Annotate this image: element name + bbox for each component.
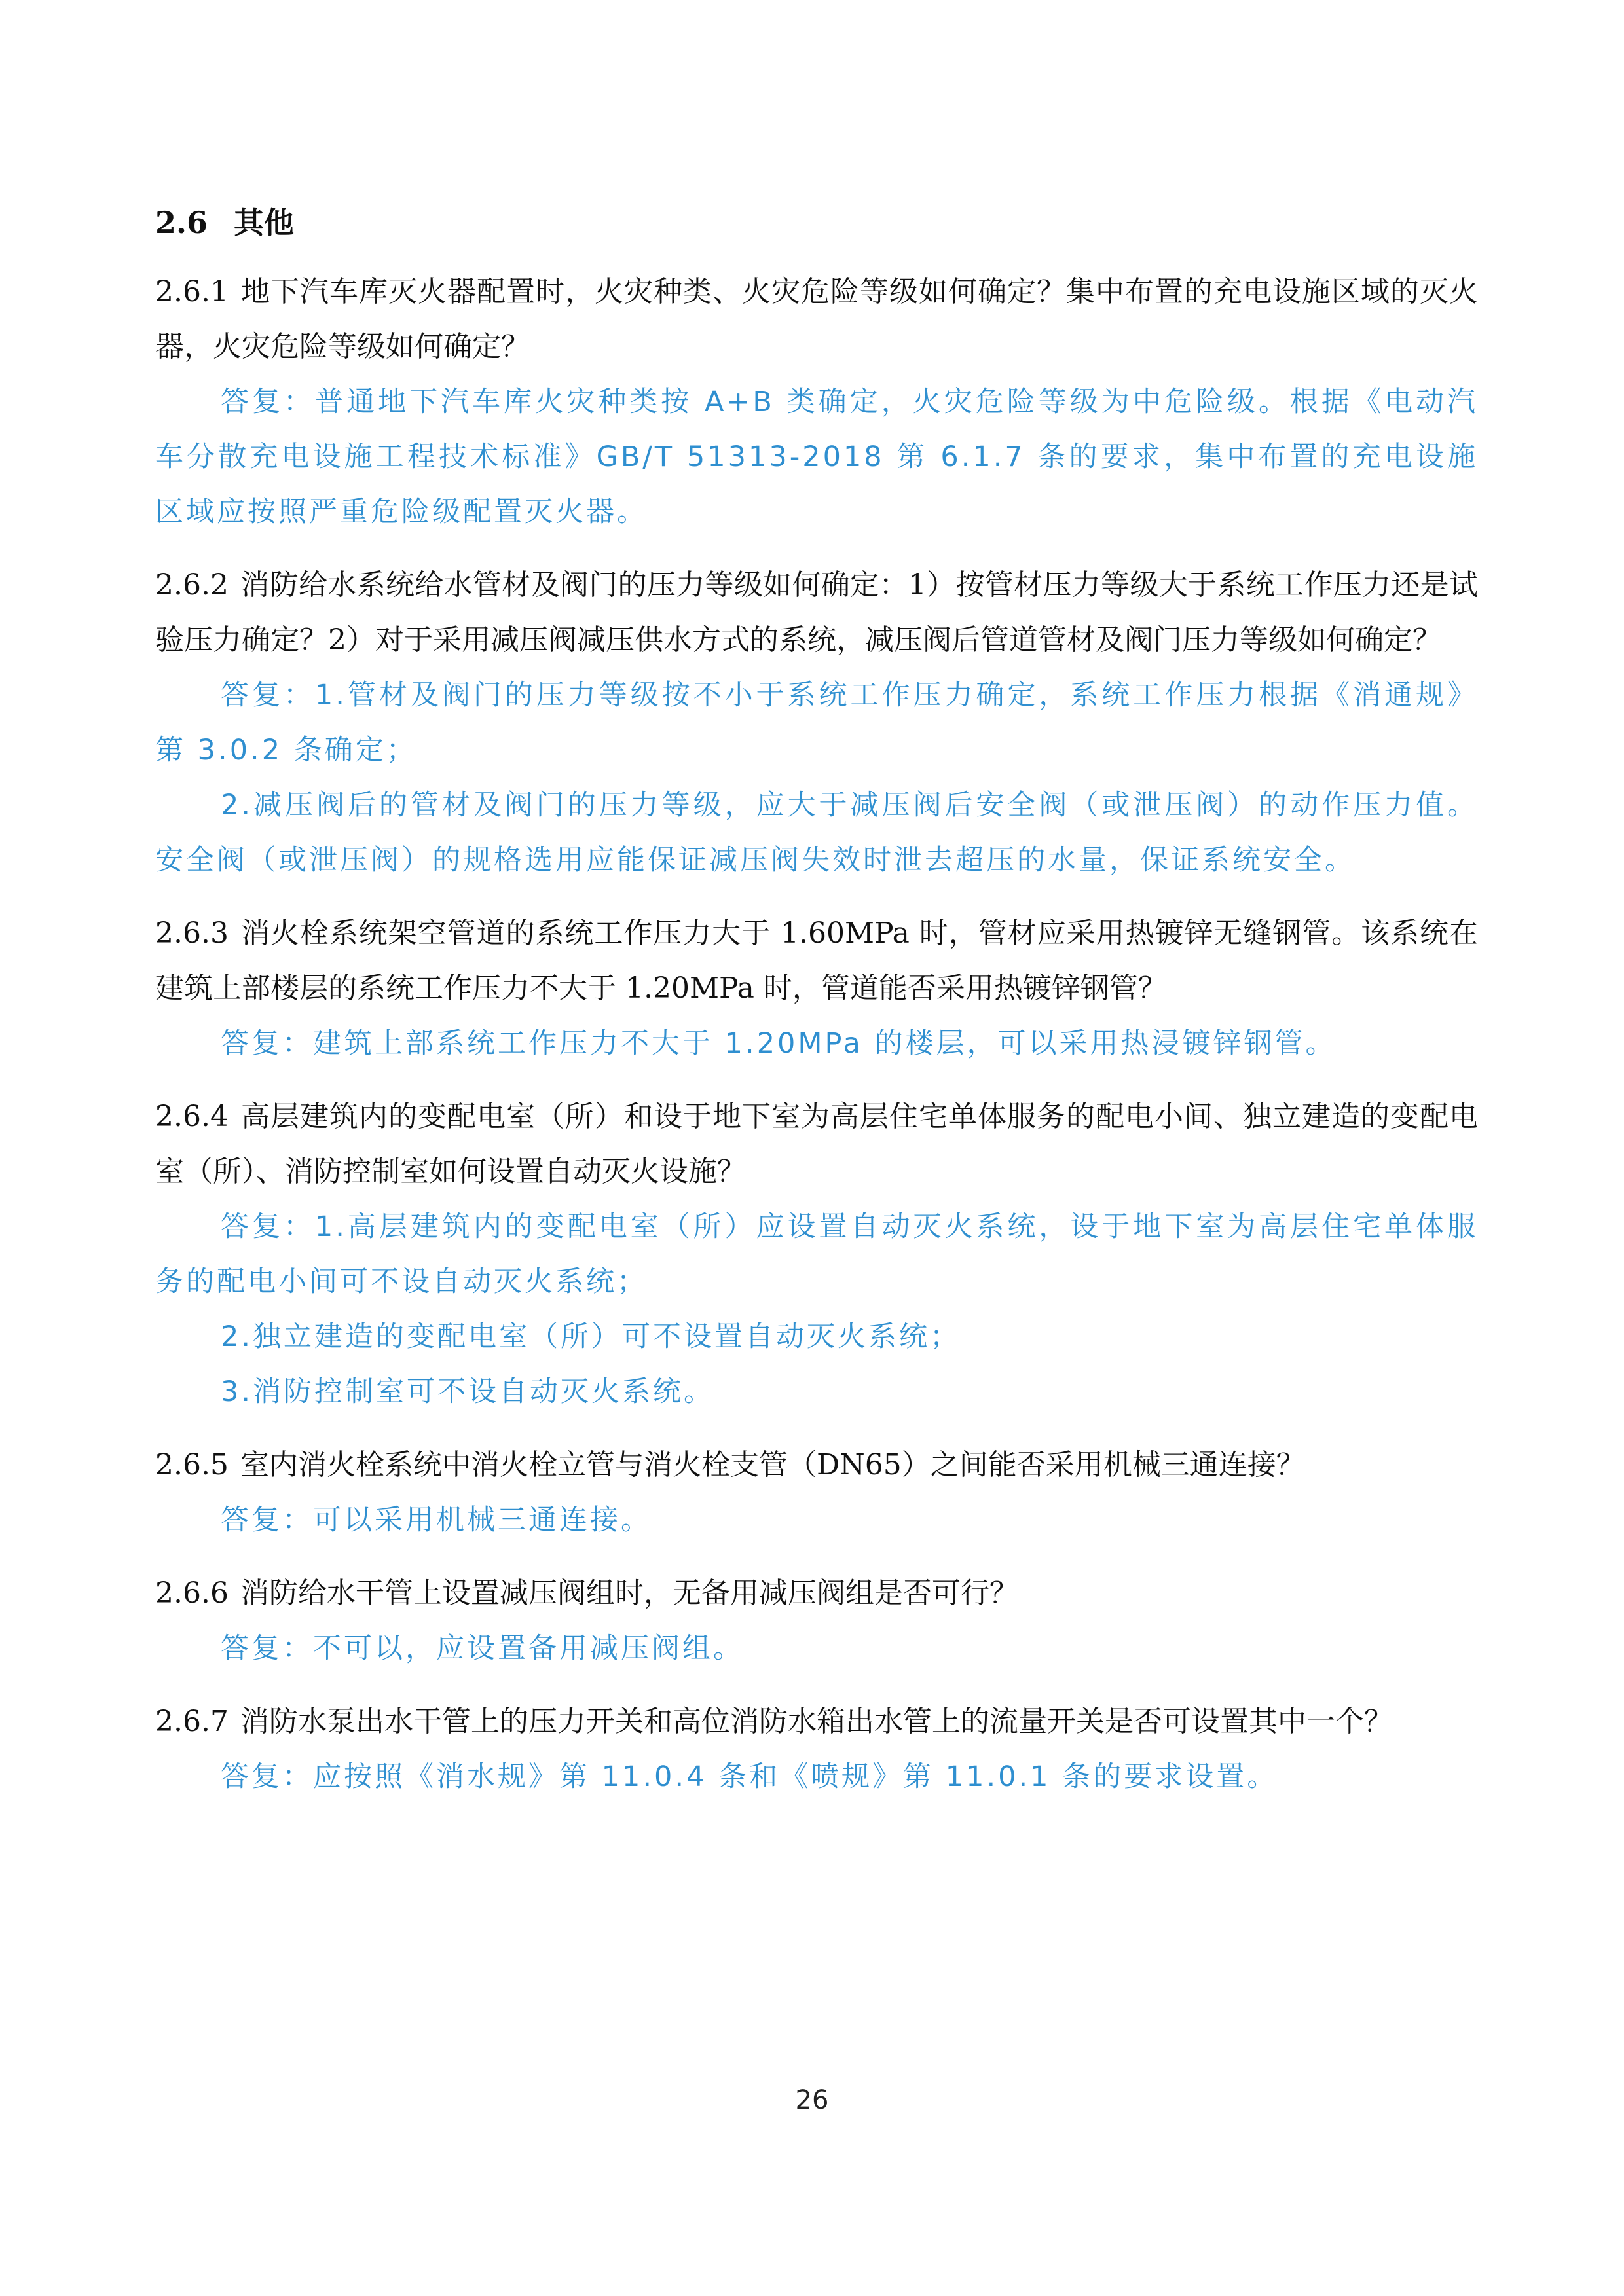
question-text: 消防给水系统给水管材及阀门的压力等级如何确定：1）按管材压力等级大于系统工作压力还是试验压力确定？2）对于采用减压阀减压供水方式的系统，减压阀后管道管材及阀门压力等级如何确定？ [155,568,1478,657]
question [155,906,1478,1016]
page-content [155,196,1478,1823]
question-text: 消防水泵出水干管上的压力开关和高位消防水箱出水管上的流量开关是否可设置其中一个？ [240,1705,1393,1738]
answer-text: 2.独立建造的变配电室（所）可不设置自动灭火系统； [221,1321,961,1353]
qa-item-2-6-3 [155,906,1478,1071]
question-number: 2.6.1 [155,275,229,308]
answer-text: 2.减压阀后的管材及阀门的压力等级，应大于减压阀后安全阀（或泄压阀）的动作压力值。安全阀（或泄压阀）的规格选用应能保证减压阀失效时泄去超压的水量，保证系统安全。 [155,789,1478,877]
question-text: 室内消火栓系统中消火栓立管与消火栓支管（DN65）之间能否采用机械三通连接？ [240,1448,1305,1482]
answer-text: 答复：可以采用机械三通连接。 [221,1504,652,1537]
qa-item-2-6-4 [155,1089,1478,1419]
question [155,264,1478,374]
question [155,558,1478,668]
section-heading [155,196,1478,249]
answer-text: 3.消防控制室可不设自动灭火系统。 [221,1376,715,1408]
question-number: 2.6.3 [155,917,229,950]
answer-text: 答复：不可以，应设置备用减压阀组。 [221,1632,744,1665]
question-number: 2.6.4 [155,1100,229,1133]
question-number: 2.6.2 [155,568,229,602]
question [155,1566,1478,1621]
answer-text: 答复：应按照《消水规》第 11.0.4 条和《喷规》第 11.0.1 条的要求设置。 [221,1760,1278,1793]
answer-text: 答复：普通地下汽车库火灾种类按 A+B 类确定，火灾危险等级为中危险级。根据《电动汽车分散充电设施工程技术标准》GB/T 51313-2018 第 6.1.7 条的要求，集中布置的充电设施区域应按照严重危险级配置灭火器。 [155,386,1478,528]
section-number: 2.6 [155,205,208,240]
answer-text: 答复：1.高层建筑内的变配电室（所）应设置自动灭火系统，设于地下室为高层住宅单体服务的配电小间可不设自动灭火系统； [155,1211,1478,1298]
page-number: 26 [795,2085,829,2115]
qa-item-2-6-2 [155,558,1478,888]
question-text: 消防给水干管上设置减压阀组时，无备用减压阀组是否可行？ [240,1576,1018,1610]
question [155,1438,1478,1493]
question-text: 地下汽车库灭火器配置时，火灾种类、火灾危险等级如何确定？集中布置的充电设施区域的灭火器，火灾危险等级如何确定？ [155,275,1478,363]
qa-item-2-6-5 [155,1438,1478,1548]
question-text: 消火栓系统架空管道的系统工作压力大于 1.60MPa 时，管材应采用热镀锌无缝钢管。该系统在建筑上部楼层的系统工作压力不大于 1.20MPa 时，管道能否采用热镀锌钢管？ [155,917,1478,1005]
qa-item-2-6-1 [155,264,1478,539]
qa-item-2-6-6 [155,1566,1478,1676]
answer-text: 答复：1.管材及阀门的压力等级按不小于系统工作压力确定，系统工作压力根据《消通规》第 3.0.2 条确定； [155,679,1478,767]
question [155,1694,1478,1749]
question [155,1089,1478,1199]
question-number: 2.6.7 [155,1705,229,1738]
question-number: 2.6.6 [155,1576,229,1610]
section-title: 其他 [234,205,295,240]
question-number: 2.6.5 [155,1448,229,1482]
answer-text: 答复：建筑上部系统工作压力不大于 1.20MPa 的楼层，可以采用热浸镀锌钢管。 [221,1027,1337,1060]
question-text: 高层建筑内的变配电室（所）和设于地下室为高层住宅单体服务的配电小间、独立建造的变配电室（所）、消防控制室如何设置自动灭火设施？ [155,1100,1478,1188]
qa-item-2-6-7 [155,1694,1478,1804]
